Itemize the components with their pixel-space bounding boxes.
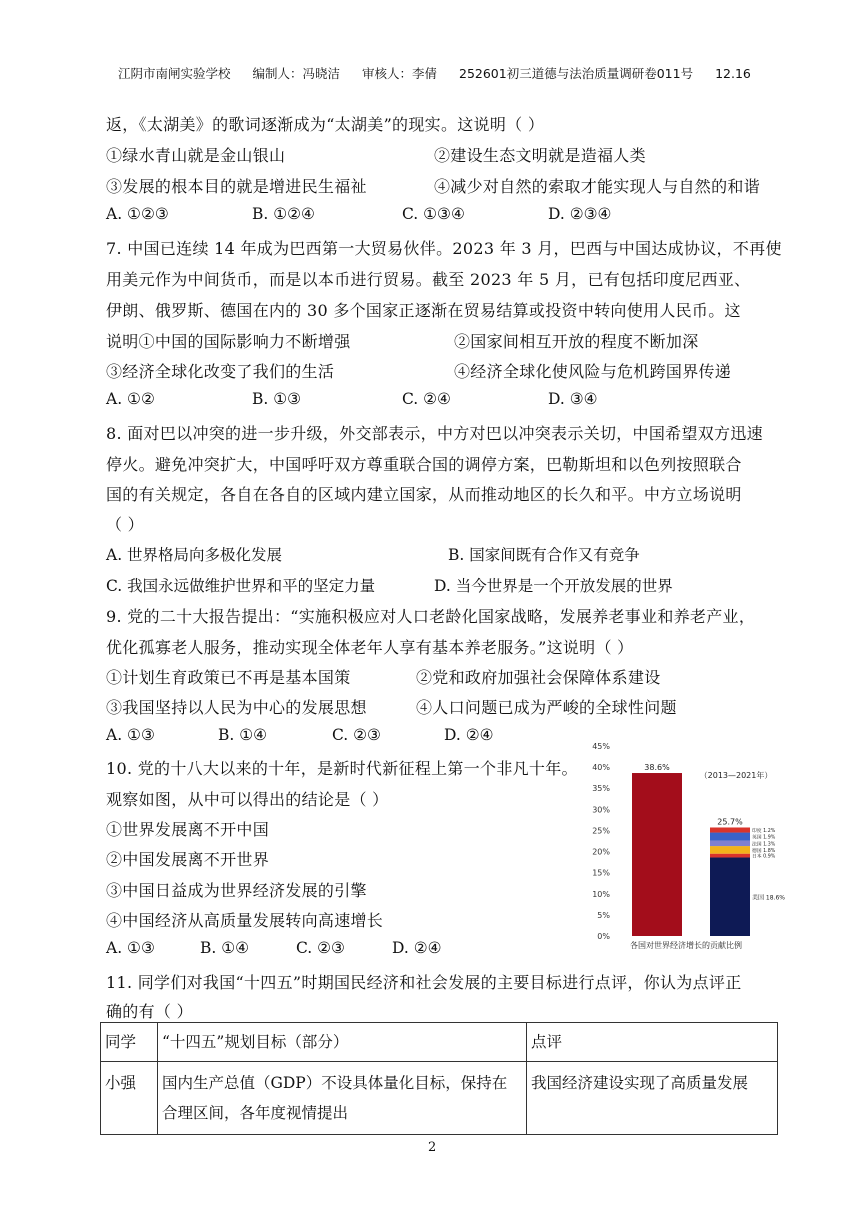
row-comment: 我国经济建设实现了高质量发展 <box>527 1062 778 1135</box>
q8-line-4: （ ） <box>106 515 144 534</box>
segment-label: 法国 1.3% <box>752 842 776 848</box>
header-editor: 编制人：冯晓洁 <box>252 66 341 81</box>
q9-line-2: 优化孤寡老人服务，推动实现全体老年人享有基本养老服务。”这说明（ ） <box>106 638 634 657</box>
q10-option-b[interactable]: B. ①④ <box>200 939 250 957</box>
q7-line-1: 7. 中国已连续 14 年成为巴西第一大贸易伙伴。2023 年 3 月，巴西与中国达成协议，不再使 <box>106 239 782 258</box>
header-reviewer: 审核人：李倩 <box>362 66 438 81</box>
q8-option-b[interactable]: B. 国家间既有合作又有竞争 <box>448 546 640 564</box>
q6-stem: 返，《太湖美》的歌词逐渐成为“太湖美”的现实。这说明（ ） <box>106 115 545 134</box>
q7-option-c[interactable]: C. ②④ <box>402 390 451 408</box>
header-student: 同学 <box>101 1023 158 1062</box>
chart-subtitle: （2013—2021年） <box>699 771 773 780</box>
y-tick-label: 15% <box>592 868 610 878</box>
y-tick-label: 45% <box>592 742 610 751</box>
q9-option-c[interactable]: C. ②③ <box>332 726 381 744</box>
y-tick-label: 35% <box>592 784 610 794</box>
row-student: 小强 <box>101 1062 158 1135</box>
q7-line-2: 用美元作为中间货币，而是以本币进行贸易。截至 2023 年 5 月，已有包括印度尼西亚、 <box>106 270 751 289</box>
q10-line-1: 10. 党的十八大以来的十年，是新时代新征程上第一个非凡十年。 <box>106 759 578 778</box>
q6-option-d[interactable]: D. ②③④ <box>548 205 612 223</box>
segment-label-us: 美国 18.6% <box>752 894 785 902</box>
bar-2-segment <box>710 846 750 854</box>
q8-line-1: 8. 面对巴以冲突的进一步升级，外交部表示，中方对巴以冲突表示关切，中国希望双方迅速 <box>106 424 763 443</box>
q8-option-a[interactable]: A. 世界格局向多极化发展 <box>106 546 283 564</box>
q6-option-b[interactable]: B. ①②④ <box>252 205 315 223</box>
q10-option-d[interactable]: D. ②④ <box>392 939 442 957</box>
q10-statement-4: ④中国经济从高质量发展转向高速增长 <box>106 911 384 930</box>
q6-option-a[interactable]: A. ①②③ <box>106 205 169 223</box>
q9-statement-2: ②党和政府加强社会保障体系建设 <box>416 668 661 687</box>
row-goal: 国内生产总值（GDP）不设具体量化目标，保持在合理区间，各年度视情提出 <box>158 1062 527 1135</box>
q8-line-3: 国的有关规定，各自在各自的区域内建立国家，从而推动地区的长久和平。中方立场说明 <box>106 485 742 504</box>
q11-line-1: 11. 同学们对我国“十四五”时期国民经济和社会发展的主要目标进行点评，你认为点评正 <box>106 973 742 992</box>
q8-line-2: 停火。避免冲突扩大，中国呼吁双方尊重联合国的调停方案，巴勒斯坦和以色列按照联合 <box>106 455 742 474</box>
segment-label: 印度 1.2% <box>752 829 776 835</box>
header-date: 12.16 <box>715 66 751 81</box>
q7-statement-4: ④经济全球化使风险与危机跨国界传递 <box>454 362 732 381</box>
header-school: 江阴市南闸实验学校 <box>118 66 231 81</box>
page-number: 2 <box>428 1140 437 1155</box>
q9-option-a[interactable]: A. ①③ <box>106 726 155 744</box>
q11-line-2: 确的有（ ） <box>106 1002 193 1021</box>
chart-title: 各国对世界经济增长的贡献比例 <box>630 941 742 950</box>
q6-option-c[interactable]: C. ①③④ <box>402 205 465 223</box>
q9-statement-4: ④人口问题已成为严峻的全球性问题 <box>416 698 677 717</box>
y-tick-label: 25% <box>592 826 610 836</box>
bar-2-segment <box>710 841 750 846</box>
header-comment: 点评 <box>527 1023 778 1062</box>
q8-option-c[interactable]: C. 我国永远做维护世界和平的坚定力量 <box>106 577 376 595</box>
q7-option-a[interactable]: A. ①② <box>106 390 155 408</box>
q10-option-c[interactable]: C. ②③ <box>296 939 345 957</box>
header-goal: “十四五”规划目标（部分） <box>158 1023 527 1062</box>
table-row <box>101 1062 778 1135</box>
bar-2-segment <box>710 827 750 832</box>
q7-statement-3: ③经济全球化改变了我们的生活 <box>106 362 335 381</box>
q9-option-d[interactable]: D. ②④ <box>444 726 494 744</box>
bar-2-label: 25.7% <box>717 817 743 827</box>
q9-option-b[interactable]: B. ①④ <box>218 726 268 744</box>
y-tick-label: 0% <box>597 932 610 941</box>
header-doc: 252601初三道德与法治质量调研卷011号 <box>459 66 694 81</box>
table-header-row <box>101 1023 778 1062</box>
q10-statement-3: ③中国日益成为世界经济发展的引擎 <box>106 881 367 900</box>
segment-label: 英国 1.9% <box>752 835 776 841</box>
q6-statement-1: ①绿水青山就是金山银山 <box>106 146 286 165</box>
page-header <box>118 64 769 82</box>
bar-2-segment <box>710 833 750 841</box>
q7-option-b[interactable]: B. ①③ <box>252 390 302 408</box>
q10-statement-1: ①世界发展离不开中国 <box>106 820 270 839</box>
q10-statement-2: ②中国发展离不开世界 <box>106 850 270 869</box>
y-tick-label: 10% <box>592 889 610 899</box>
q6-statement-4: ④减少对自然的索取才能实现人与自然的和谐 <box>434 177 761 196</box>
q6-statement-2: ②建设生态文明就是造福人类 <box>434 146 646 165</box>
y-tick-label: 30% <box>592 805 610 815</box>
q7-statement-1: 说明①中国的国际影响力不断增强 <box>106 332 351 351</box>
goals-table <box>100 1022 778 1135</box>
contribution-bar-chart <box>588 738 788 950</box>
q10-option-a[interactable]: A. ①③ <box>106 939 155 957</box>
q7-line-3: 伊朗、俄罗斯、德国在内的 30 多个国家正逐渐在贸易结算或投资中转向使用人民币。这 <box>106 301 741 320</box>
q10-line-2: 观察如图，从中可以得出的结论是（ ） <box>106 790 389 809</box>
y-tick-label: 5% <box>597 910 610 920</box>
q9-statement-3: ③我国坚持以人民为中心的发展思想 <box>106 698 367 717</box>
q7-statement-2: ②国家间相互开放的程度不断加深 <box>454 332 699 351</box>
y-tick-label: 40% <box>592 763 610 773</box>
q7-option-d[interactable]: D. ③④ <box>548 390 598 408</box>
q9-statement-1: ①计划生育政策已不再是基本国策 <box>106 668 351 687</box>
bar-1-label: 38.6% <box>644 763 670 773</box>
q9-line-1: 9. 党的二十大报告提出：“实施积极应对人口老龄化国家战略，发展养老事业和养老产业， <box>106 607 756 626</box>
q8-option-d[interactable]: D. 当今世界是一个开放发展的世界 <box>434 577 673 595</box>
q6-statement-3: ③发展的根本目的就是增进民生福祉 <box>106 177 367 196</box>
bar-2-segment <box>710 857 750 936</box>
bar-1 <box>632 773 682 936</box>
segment-label: 日本 0.9% <box>752 854 776 860</box>
segment-label: 德国 1.8% <box>752 848 776 854</box>
y-tick-label: 20% <box>592 847 610 857</box>
bar-2-segment <box>710 854 750 858</box>
